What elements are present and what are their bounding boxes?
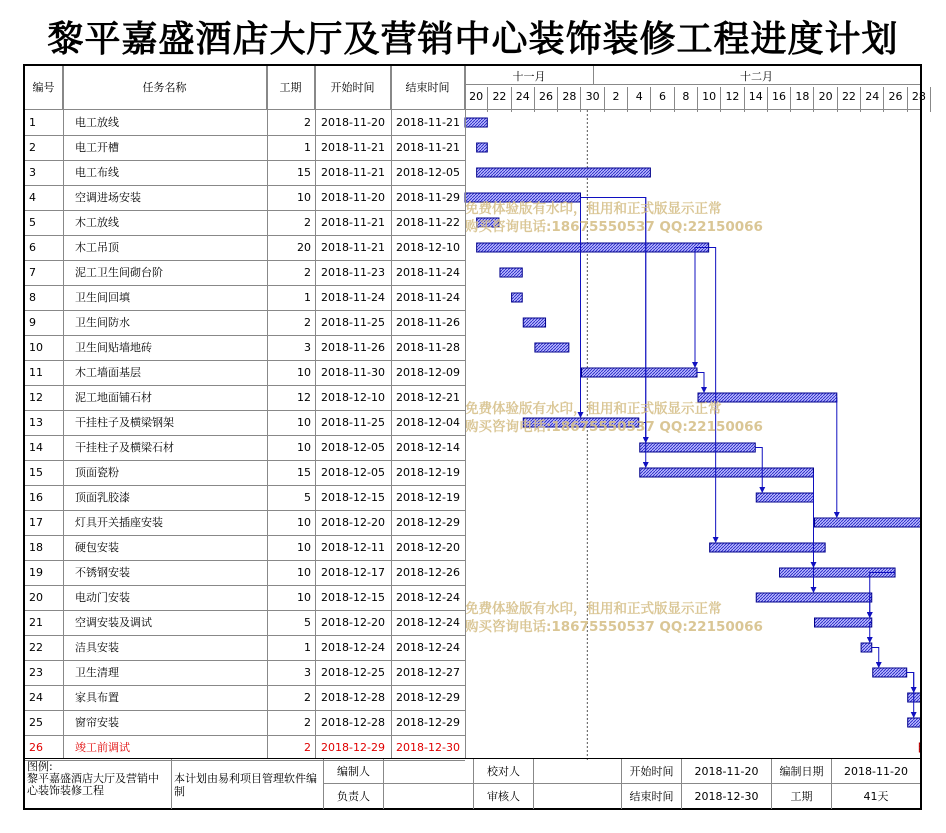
task-end: 2018-12-04 xyxy=(396,416,460,429)
task-no: 1 xyxy=(29,116,36,129)
task-no: 6 xyxy=(29,241,36,254)
task-start: 2018-12-17 xyxy=(321,566,385,579)
task-start: 2018-11-24 xyxy=(321,291,385,304)
date-value: 2018-11-20 xyxy=(832,759,920,784)
gantt-bar xyxy=(500,268,522,277)
gantt-bar xyxy=(465,118,487,127)
watermark-line2: 购买咨询电话:18675550537 QQ:22150066 xyxy=(465,619,763,635)
gantt-bar xyxy=(535,343,569,352)
gantt-bar xyxy=(477,168,651,177)
task-name: 家具布置 xyxy=(75,691,119,704)
task-start: 2018-11-21 xyxy=(321,166,385,179)
day-tick: 22 xyxy=(488,87,511,112)
gantt-bar xyxy=(710,543,826,552)
day-tick: 30 xyxy=(582,87,605,112)
task-end: 2018-12-09 xyxy=(396,366,460,379)
task-no: 19 xyxy=(29,566,43,579)
task-name: 顶面乳胶漆 xyxy=(75,491,130,504)
header-start: 开始时间 xyxy=(315,66,391,110)
date-label: 编制日期 xyxy=(772,759,832,784)
task-end: 2018-12-05 xyxy=(396,166,460,179)
task-name: 电工布线 xyxy=(75,166,119,179)
task-name: 卫生间贴墙地砖 xyxy=(75,341,152,354)
header-name: 任务名称 xyxy=(63,66,267,110)
reviewer-label: 审核人 xyxy=(474,784,534,809)
start-value: 2018-11-20 xyxy=(682,759,772,784)
task-end: 2018-12-21 xyxy=(396,391,460,404)
gantt-bar xyxy=(512,293,523,302)
task-start: 2018-11-20 xyxy=(321,116,385,129)
watermark-line2: 购买咨询电话:18675550537 QQ:22150066 xyxy=(465,419,763,435)
day-tick: 8 xyxy=(675,87,698,112)
day-tick: 4 xyxy=(628,87,651,112)
start-label: 开始时间 xyxy=(622,759,682,784)
end-value: 2018-12-30 xyxy=(682,784,772,809)
day-tick: 6 xyxy=(651,87,674,112)
gantt-bar xyxy=(815,618,872,627)
dependency-link xyxy=(907,673,914,693)
task-no: 14 xyxy=(29,441,43,454)
owner-value xyxy=(384,784,474,809)
task-name: 干挂柱子及横梁石材 xyxy=(75,441,174,454)
task-duration: 10 xyxy=(297,366,311,379)
task-start: 2018-11-21 xyxy=(321,141,385,154)
gantt-frame xyxy=(23,64,926,810)
task-end: 2018-11-26 xyxy=(396,316,460,329)
gantt-bar xyxy=(582,368,698,377)
task-duration: 15 xyxy=(297,466,311,479)
task-end: 2018-11-24 xyxy=(396,266,460,279)
task-name: 顶面瓷粉 xyxy=(75,466,119,479)
task-end: 2018-12-29 xyxy=(396,691,460,704)
task-end: 2018-12-24 xyxy=(396,591,460,604)
task-name: 卫生清理 xyxy=(75,666,119,679)
watermark-line2: 购买咨询电话:18675550537 QQ:22150066 xyxy=(465,219,763,235)
task-duration: 2 xyxy=(304,691,311,704)
task-end: 2018-12-19 xyxy=(396,491,460,504)
task-name: 竣工前调试 xyxy=(75,741,130,754)
task-no: 17 xyxy=(29,516,43,529)
column-divider xyxy=(267,66,268,758)
task-duration: 15 xyxy=(297,166,311,179)
footer xyxy=(25,758,920,809)
task-no: 25 xyxy=(29,716,43,729)
end-label: 结束时间 xyxy=(622,784,682,809)
dependency-link xyxy=(870,573,895,618)
gantt-bar xyxy=(756,493,813,502)
task-no: 7 xyxy=(29,266,36,279)
task-end: 2018-11-21 xyxy=(396,116,460,129)
column-divider xyxy=(391,66,392,758)
gantt-bar xyxy=(477,143,488,152)
dependency-link xyxy=(872,648,879,668)
reviewer-value xyxy=(534,784,622,809)
task-start: 2018-12-28 xyxy=(321,691,385,704)
day-tick: 26 xyxy=(535,87,558,112)
task-start: 2018-12-25 xyxy=(321,666,385,679)
gantt-bar xyxy=(756,593,872,602)
month-label-nov: 十一月 xyxy=(512,70,546,83)
task-start: 2018-12-11 xyxy=(321,541,385,554)
task-name: 木工放线 xyxy=(75,216,119,229)
task-duration: 10 xyxy=(297,566,311,579)
day-tick: 24 xyxy=(512,87,535,112)
task-no: 24 xyxy=(29,691,43,704)
watermark-line1: 免费体验版有水印，租用和正式版显示正常 xyxy=(465,601,722,617)
legend-label: 图例: xyxy=(27,760,53,773)
task-end: 2018-11-22 xyxy=(396,216,460,229)
day-tick: 16 xyxy=(768,87,791,112)
column-divider xyxy=(63,66,64,758)
task-name: 电工放线 xyxy=(75,116,119,129)
task-no: 13 xyxy=(29,416,43,429)
task-name: 灯具开关插座安装 xyxy=(75,516,163,529)
task-start: 2018-12-05 xyxy=(321,441,385,454)
header-no: 编号 xyxy=(25,66,63,110)
day-tick: 22 xyxy=(838,87,861,112)
watermark-line1: 免费体验版有水印，租用和正式版显示正常 xyxy=(465,401,722,417)
task-no: 18 xyxy=(29,541,43,554)
day-tick: 18 xyxy=(791,87,814,112)
header-duration: 工期 xyxy=(267,66,315,110)
task-end: 2018-12-24 xyxy=(396,616,460,629)
task-duration: 5 xyxy=(304,491,311,504)
dependency-link xyxy=(697,373,704,393)
task-duration: 10 xyxy=(297,441,311,454)
task-end: 2018-11-21 xyxy=(396,141,460,154)
task-name: 不锈钢安装 xyxy=(75,566,130,579)
task-end: 2018-12-10 xyxy=(396,241,460,254)
task-name: 洁具安装 xyxy=(75,641,119,654)
task-no: 12 xyxy=(29,391,43,404)
task-no: 16 xyxy=(29,491,43,504)
gantt-bar xyxy=(873,668,907,677)
task-no: 2 xyxy=(29,141,36,154)
task-duration: 10 xyxy=(297,541,311,554)
watermark-line1: 免费体验版有水印，租用和正式版显示正常 xyxy=(465,201,722,217)
project-name: 黎平嘉盛酒店大厅及营销中心装饰装修工程 xyxy=(27,772,159,797)
compiler-label: 编制人 xyxy=(324,759,384,784)
task-duration: 2 xyxy=(304,266,311,279)
day-tick: 24 xyxy=(861,87,884,112)
task-start: 2018-12-15 xyxy=(321,491,385,504)
compiler-value xyxy=(384,759,474,784)
task-name: 电动门安装 xyxy=(75,591,130,604)
task-name: 硬包安装 xyxy=(75,541,119,554)
task-no: 9 xyxy=(29,316,36,329)
task-duration: 12 xyxy=(297,391,311,404)
task-duration: 2 xyxy=(304,741,311,754)
task-duration: 3 xyxy=(304,666,311,679)
day-tick: 10 xyxy=(698,87,721,112)
gantt-bar xyxy=(908,718,920,727)
month-divider xyxy=(465,84,920,85)
task-start: 2018-11-23 xyxy=(321,266,385,279)
gantt-bar xyxy=(861,643,872,652)
task-no: 5 xyxy=(29,216,36,229)
task-start: 2018-12-28 xyxy=(321,716,385,729)
task-no: 8 xyxy=(29,291,36,304)
task-duration: 1 xyxy=(304,641,311,654)
task-name: 泥工地面铺石材 xyxy=(75,391,152,404)
checker-label: 校对人 xyxy=(474,759,534,784)
duration-label: 工期 xyxy=(772,784,832,809)
task-no: 11 xyxy=(29,366,43,379)
task-end: 2018-12-30 xyxy=(396,741,460,754)
task-end: 2018-12-29 xyxy=(396,716,460,729)
task-end: 2018-12-20 xyxy=(396,541,460,554)
task-no: 10 xyxy=(29,341,43,354)
task-name: 电工开槽 xyxy=(75,141,119,154)
task-no: 20 xyxy=(29,591,43,604)
task-duration: 1 xyxy=(304,291,311,304)
task-no: 21 xyxy=(29,616,43,629)
task-no: 26 xyxy=(29,741,43,754)
task-end: 2018-12-29 xyxy=(396,516,460,529)
task-duration: 20 xyxy=(297,241,311,254)
task-start: 2018-11-30 xyxy=(321,366,385,379)
task-duration: 5 xyxy=(304,616,311,629)
day-tick: 12 xyxy=(721,87,744,112)
day-tick: 20 xyxy=(815,87,838,112)
task-duration: 10 xyxy=(297,591,311,604)
task-name: 空调安装及调试 xyxy=(75,616,152,629)
gantt-bar xyxy=(523,318,545,327)
task-start: 2018-12-20 xyxy=(321,616,385,629)
task-name: 卫生间防水 xyxy=(75,316,130,329)
task-duration: 2 xyxy=(304,716,311,729)
task-start: 2018-11-21 xyxy=(321,241,385,254)
column-divider xyxy=(465,66,466,758)
task-end: 2018-11-28 xyxy=(396,341,460,354)
day-tick: 20 xyxy=(465,87,488,112)
task-name: 窗帘安装 xyxy=(75,716,119,729)
task-start: 2018-12-20 xyxy=(321,516,385,529)
task-start: 2018-11-25 xyxy=(321,416,385,429)
task-name: 卫生间回填 xyxy=(75,291,130,304)
task-start: 2018-12-10 xyxy=(321,391,385,404)
duration-value: 41天 xyxy=(863,790,889,803)
task-end: 2018-12-27 xyxy=(396,666,460,679)
footer-note: 本计划由易利项目管理软件编制 xyxy=(172,759,324,809)
gantt-bar xyxy=(815,518,921,527)
task-duration: 2 xyxy=(304,116,311,129)
task-no: 23 xyxy=(29,666,43,679)
gantt-chart xyxy=(25,66,920,808)
month-label-dec: 十二月 xyxy=(740,70,773,83)
task-end: 2018-12-19 xyxy=(396,466,460,479)
task-end: 2018-12-14 xyxy=(396,441,460,454)
task-name: 空调进场安装 xyxy=(75,191,141,204)
task-start: 2018-11-26 xyxy=(321,341,385,354)
task-name: 木工吊顶 xyxy=(75,241,119,254)
day-tick: 28 xyxy=(558,87,581,112)
task-duration: 10 xyxy=(297,516,311,529)
task-name: 干挂柱子及横梁钢架 xyxy=(75,416,174,429)
day-tick: 14 xyxy=(745,87,768,112)
gantt-bar xyxy=(477,243,709,252)
task-no: 3 xyxy=(29,166,36,179)
dependency-link xyxy=(695,248,709,368)
day-tick: 2 xyxy=(605,87,628,112)
task-start: 2018-11-20 xyxy=(321,191,385,204)
task-end: 2018-11-24 xyxy=(396,291,460,304)
task-start: 2018-12-15 xyxy=(321,591,385,604)
task-no: 4 xyxy=(29,191,36,204)
month-separator xyxy=(593,66,594,84)
task-duration: 1 xyxy=(304,141,311,154)
task-duration: 10 xyxy=(297,191,311,204)
gantt-bar xyxy=(640,443,756,452)
task-start: 2018-12-29 xyxy=(321,741,385,754)
header-divider xyxy=(465,109,920,110)
task-name: 泥工卫生间砌台阶 xyxy=(75,266,163,279)
task-start: 2018-12-24 xyxy=(321,641,385,654)
task-duration: 2 xyxy=(304,316,311,329)
task-end: 2018-12-24 xyxy=(396,641,460,654)
gantt-bar xyxy=(640,468,814,477)
task-duration: 10 xyxy=(297,416,311,429)
day-tick: 26 xyxy=(884,87,907,112)
owner-label: 负责人 xyxy=(324,784,384,809)
gantt-bar xyxy=(919,743,920,752)
task-end: 2018-11-29 xyxy=(396,191,460,204)
task-start: 2018-11-21 xyxy=(321,216,385,229)
day-tick: 28 xyxy=(908,87,931,112)
column-divider xyxy=(315,66,316,758)
task-no: 22 xyxy=(29,641,43,654)
task-end: 2018-12-26 xyxy=(396,566,460,579)
footer-legend xyxy=(25,759,172,809)
page-title: 黎平嘉盛酒店大厅及营销中心装饰装修工程进度计划 xyxy=(47,18,899,60)
task-start: 2018-11-25 xyxy=(321,316,385,329)
task-no: 15 xyxy=(29,466,43,479)
task-duration: 3 xyxy=(304,341,311,354)
task-start: 2018-12-05 xyxy=(321,466,385,479)
header-end: 结束时间 xyxy=(391,66,465,110)
task-duration: 2 xyxy=(304,216,311,229)
checker-value xyxy=(534,759,622,784)
task-name: 木工墙面基层 xyxy=(75,366,141,379)
